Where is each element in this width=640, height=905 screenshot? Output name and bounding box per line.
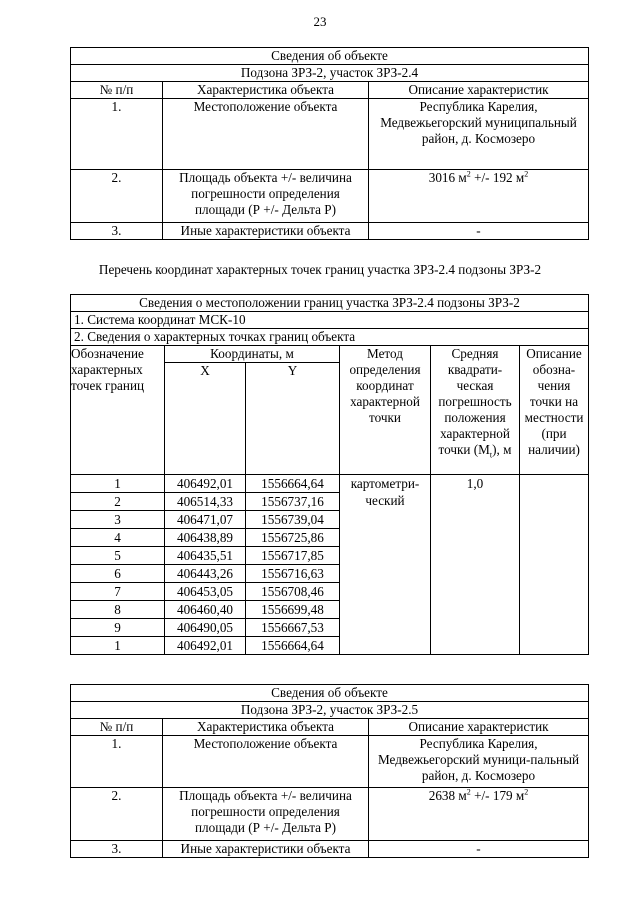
point-label: 5 (71, 547, 165, 565)
point-label: 7 (71, 583, 165, 601)
table-title: Сведения об объекте (71, 48, 589, 65)
column-header-characteristic: Характеристика объекта (163, 82, 369, 99)
table-subtitle: Подзона ЗРЗ-2, участок ЗРЗ-2.4 (71, 65, 589, 82)
area-error: +/- 192 м (470, 170, 525, 185)
point-y: 1556708,46 (246, 583, 340, 601)
column-header-point: Обозначение характерных точек границ (71, 346, 165, 475)
object-info-table-zrz-2-4 (70, 47, 589, 240)
column-header-coordinates: Координаты, м (165, 346, 340, 363)
table-subtitle: Подзона ЗРЗ-2, участок ЗРЗ-2.5 (71, 702, 589, 719)
point-y: 1556737,16 (246, 493, 340, 511)
point-x: 406492,01 (165, 637, 246, 655)
area-value: 2638 м (428, 788, 467, 803)
area-error-exponent: 2 (524, 787, 529, 797)
point-y: 1556725,86 (246, 529, 340, 547)
table-row (71, 736, 589, 788)
column-header-num: № п/п (71, 82, 163, 99)
coordinate-system: 1. Система координат МСК-10 (71, 312, 589, 329)
point-x: 406490,05 (165, 619, 246, 637)
point-label: 8 (71, 601, 165, 619)
column-header-characteristic: Характеристика объекта (163, 719, 369, 736)
points-section-header: 2. Сведения о характерных точках границ объекта (71, 329, 589, 346)
area-value: 3016 м (428, 170, 467, 185)
area-unit-exponent: 2 (466, 787, 471, 797)
row-number: 3. (71, 841, 163, 858)
row-number: 1. (71, 736, 163, 788)
row-characteristic: Площадь объекта +/- величина погрешности определения площади (Р +/- Дельта Р) (163, 170, 369, 223)
point-error: 1,0 (431, 475, 520, 655)
point-label: 9 (71, 619, 165, 637)
row-characteristic: Иные характеристики объекта (163, 841, 369, 858)
point-label: 6 (71, 565, 165, 583)
point-y: 1556717,85 (246, 547, 340, 565)
table-row (71, 99, 589, 170)
coordinates-table-title: Сведения о местоположении границ участка ЗРЗ-2.4 подзоны ЗРЗ-2 (71, 295, 589, 312)
coordinates-caption: Перечень координат характерных точек границ участка ЗРЗ-2.4 подзоны ЗРЗ-2 (98, 262, 542, 277)
row-number: 2. (71, 170, 163, 223)
point-description (520, 475, 589, 655)
table-row (71, 841, 589, 858)
point-y: 1556664,64 (246, 637, 340, 655)
row-number: 1. (71, 99, 163, 170)
point-label: 1 (71, 637, 165, 655)
column-header-method: Метод определения координат характерной точки (340, 346, 431, 475)
area-error-exponent: 2 (524, 169, 529, 179)
point-y: 1556739,04 (246, 511, 340, 529)
point-y: 1556699,48 (246, 601, 340, 619)
point-method: картометри-ческий (340, 475, 431, 655)
point-label: 1 (71, 475, 165, 493)
column-header-x: X (165, 363, 246, 475)
table-row (71, 788, 589, 841)
row-description: Республика Карелия, Медвежьегорский муници-пальный район, д. Космозеро (369, 736, 589, 788)
point-x: 406453,05 (165, 583, 246, 601)
table-title: Сведения об объекте (71, 685, 589, 702)
point-y: 1556667,53 (246, 619, 340, 637)
point-label: 3 (71, 511, 165, 529)
row-characteristic: Иные характеристики объекта (163, 223, 369, 240)
table-row (71, 170, 589, 223)
row-description: Республика Карелия, Медвежьегорский муниципальный район, д. Космозеро (369, 99, 589, 170)
row-description: - (369, 223, 589, 240)
column-header-num: № п/п (71, 719, 163, 736)
row-description: - (369, 841, 589, 858)
column-header-error: Средняя квадрати-ческая погрешность положения характерной точки $(M_t)$, м (431, 346, 520, 475)
point-x: 406514,33 (165, 493, 246, 511)
row-characteristic: Местоположение объекта (163, 736, 369, 788)
object-info-table-zrz-2-5 (70, 684, 589, 858)
page-number: 23 (313, 14, 327, 29)
row-characteristic: Местоположение объекта (163, 99, 369, 170)
point-x: 406438,89 (165, 529, 246, 547)
point-x: 406443,26 (165, 565, 246, 583)
row-characteristic: Площадь объекта +/- величина погрешности определения площади (Р +/- Дельта Р) (163, 788, 369, 841)
point-x: 406492,01 (165, 475, 246, 493)
column-header-description: Описание характеристик (369, 719, 589, 736)
point-label: 2 (71, 493, 165, 511)
row-number: 2. (71, 788, 163, 841)
row-number: 3. (71, 223, 163, 240)
column-header-point-description: Описание обозна-чения точки на местности (при наличии) (520, 346, 589, 475)
column-header-y: Y (246, 363, 340, 475)
coordinates-table (70, 294, 589, 655)
row-description (369, 170, 589, 223)
point-y: 1556716,63 (246, 565, 340, 583)
point-x: 406435,51 (165, 547, 246, 565)
area-error: +/- 179 м (470, 788, 525, 803)
point-x: 406471,07 (165, 511, 246, 529)
point-y: 1556664,64 (246, 475, 340, 493)
point-x: 406460,40 (165, 601, 246, 619)
area-unit-exponent: 2 (466, 169, 471, 179)
point-label: 4 (71, 529, 165, 547)
coordinate-row (71, 475, 589, 493)
row-description (369, 788, 589, 841)
column-header-description: Описание характеристик (369, 82, 589, 99)
table-row (71, 223, 589, 240)
